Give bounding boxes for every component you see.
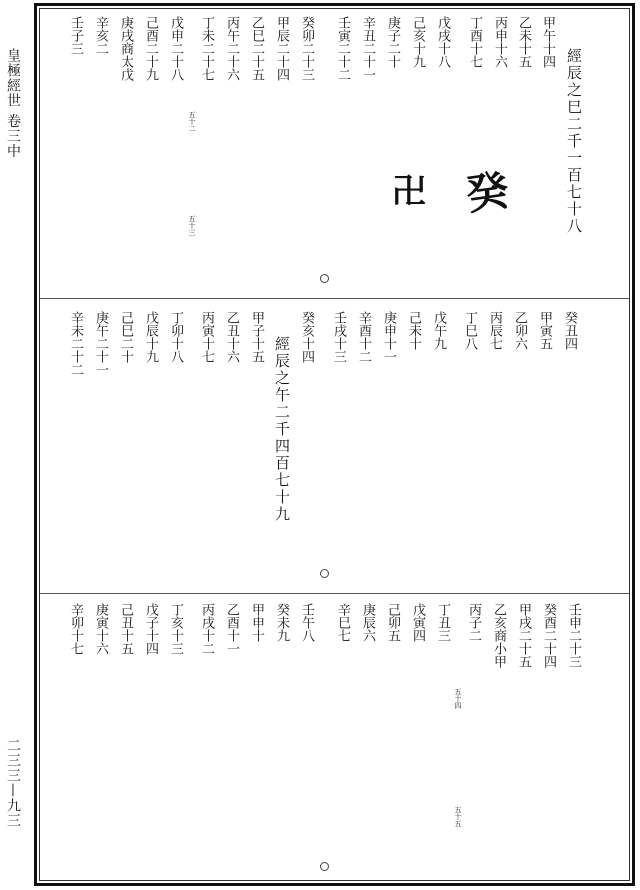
cycle-entry: 庚申十一 [381,311,396,363]
cycle-entry: 乙未十五 [516,16,531,68]
cycle-entry: 辛丑二十一 [360,16,375,81]
cycle-entry: 戊戌十八 [435,16,450,68]
cycle-entry: 癸亥十四 [299,311,314,363]
cycle-entry: 丁酉十七 [467,16,482,68]
cycle-entry: 壬寅二十二 [335,16,350,81]
book-title: 皇極經世 卷三中 [5,48,21,159]
cycle-entry: 甲戌二十五 [516,603,531,668]
cycle-entry: 丁未二十七 [199,16,214,81]
cycle-entry: 庚子二十 [385,16,400,68]
cycle-entry: 癸卯二十三 [299,16,314,81]
cycle-entry: 乙卯六 [512,311,527,350]
cycle-entry: 壬戌十三 [331,311,346,363]
page-number: 二三三—九三 [5,738,21,828]
cycle-entry: 庚戌商太戊 [118,16,133,81]
cycle-entry: 己未十 [406,311,421,350]
cycle-entry: 壬申二十三 [566,603,581,668]
cycle-entry: 癸未九 [274,603,289,642]
cycle-entry: 庚辰六 [360,603,375,642]
cycle-entry: 己巳二十 [118,311,133,363]
cycle-entry: 丙子二 [466,603,481,642]
binding-hole [320,862,329,871]
binding-hole [320,569,329,578]
cycle-entry: 甲寅五 [537,311,552,350]
cycle-entry: 己丑十五 [118,603,133,655]
small-note: 五十二 [188,111,196,132]
cycle-entry: 戊寅四 [410,603,425,642]
small-note: 五十五 [454,806,462,827]
large-gui-glyph: 癸 [463,165,512,220]
cycle-entry: 丁巳八 [462,311,477,350]
cycle-entry: 丙寅十七 [199,311,214,363]
cycle-entry: 戊午九 [431,311,446,350]
cycle-entry: 辛亥二 [93,16,108,55]
cycle-entry: 辛卯十七 [68,603,83,655]
cycle-entry: 癸酉二十四 [541,603,556,668]
binding-hole [320,274,329,283]
cycle-entry: 乙巳二十五 [249,16,264,81]
cycle-entry: 戊辰十九 [143,311,158,363]
small-note: 五十三 [188,215,196,236]
cycle-entry: 壬午八 [299,603,314,642]
section1-heading: 經辰之巳二千一百七十八 [565,48,583,235]
cycle-entry: 己卯五 [385,603,400,642]
cycle-entry: 甲辰二十四 [274,16,289,81]
cycle-entry: 甲子十五 [249,311,264,363]
cycle-entry: 戊申二十八 [168,16,183,81]
cycle-entry: 庚寅十六 [93,603,108,655]
cycle-entry: 甲午十四 [540,16,555,68]
cycle-entry: 戊子十四 [143,603,158,655]
cycle-entry: 乙酉十一 [224,603,239,655]
cycle-entry: 辛酉十二 [356,311,371,363]
section-divider-1 [40,298,629,299]
cycle-entry: 丁卯十八 [168,311,183,363]
cycle-entry: 丙申十六 [492,16,507,68]
section2-heading: 經辰之午二千四百七十九 [273,336,291,523]
cycle-entry: 乙亥商小甲 [491,603,506,668]
cycle-entry: 庚午二十一 [93,311,108,376]
small-note: 五十四 [454,688,462,709]
cycle-entry: 丙午二十六 [224,16,239,81]
page-inner-border [39,8,630,881]
cycle-entry: 丙辰七 [487,311,502,350]
cycle-entry: 己亥十九 [410,16,425,68]
cycle-entry: 辛巳七 [335,603,350,642]
cycle-entry: 丁丑三 [435,603,450,642]
cycle-entry: 乙丑十六 [224,311,239,363]
cycle-entry: 丙戌十二 [199,603,214,655]
cycle-entry: 己酉二十九 [143,16,158,81]
cycle-entry: 壬子三 [68,16,83,55]
cycle-entry: 辛未二十二 [68,311,83,376]
cycle-entry: 甲申十 [249,603,264,642]
cycle-entry: 丁亥十三 [168,603,183,655]
swastika-glyph: 卍 [392,172,426,212]
cycle-entry: 癸丑四 [562,311,577,350]
section-divider-2 [40,593,629,594]
